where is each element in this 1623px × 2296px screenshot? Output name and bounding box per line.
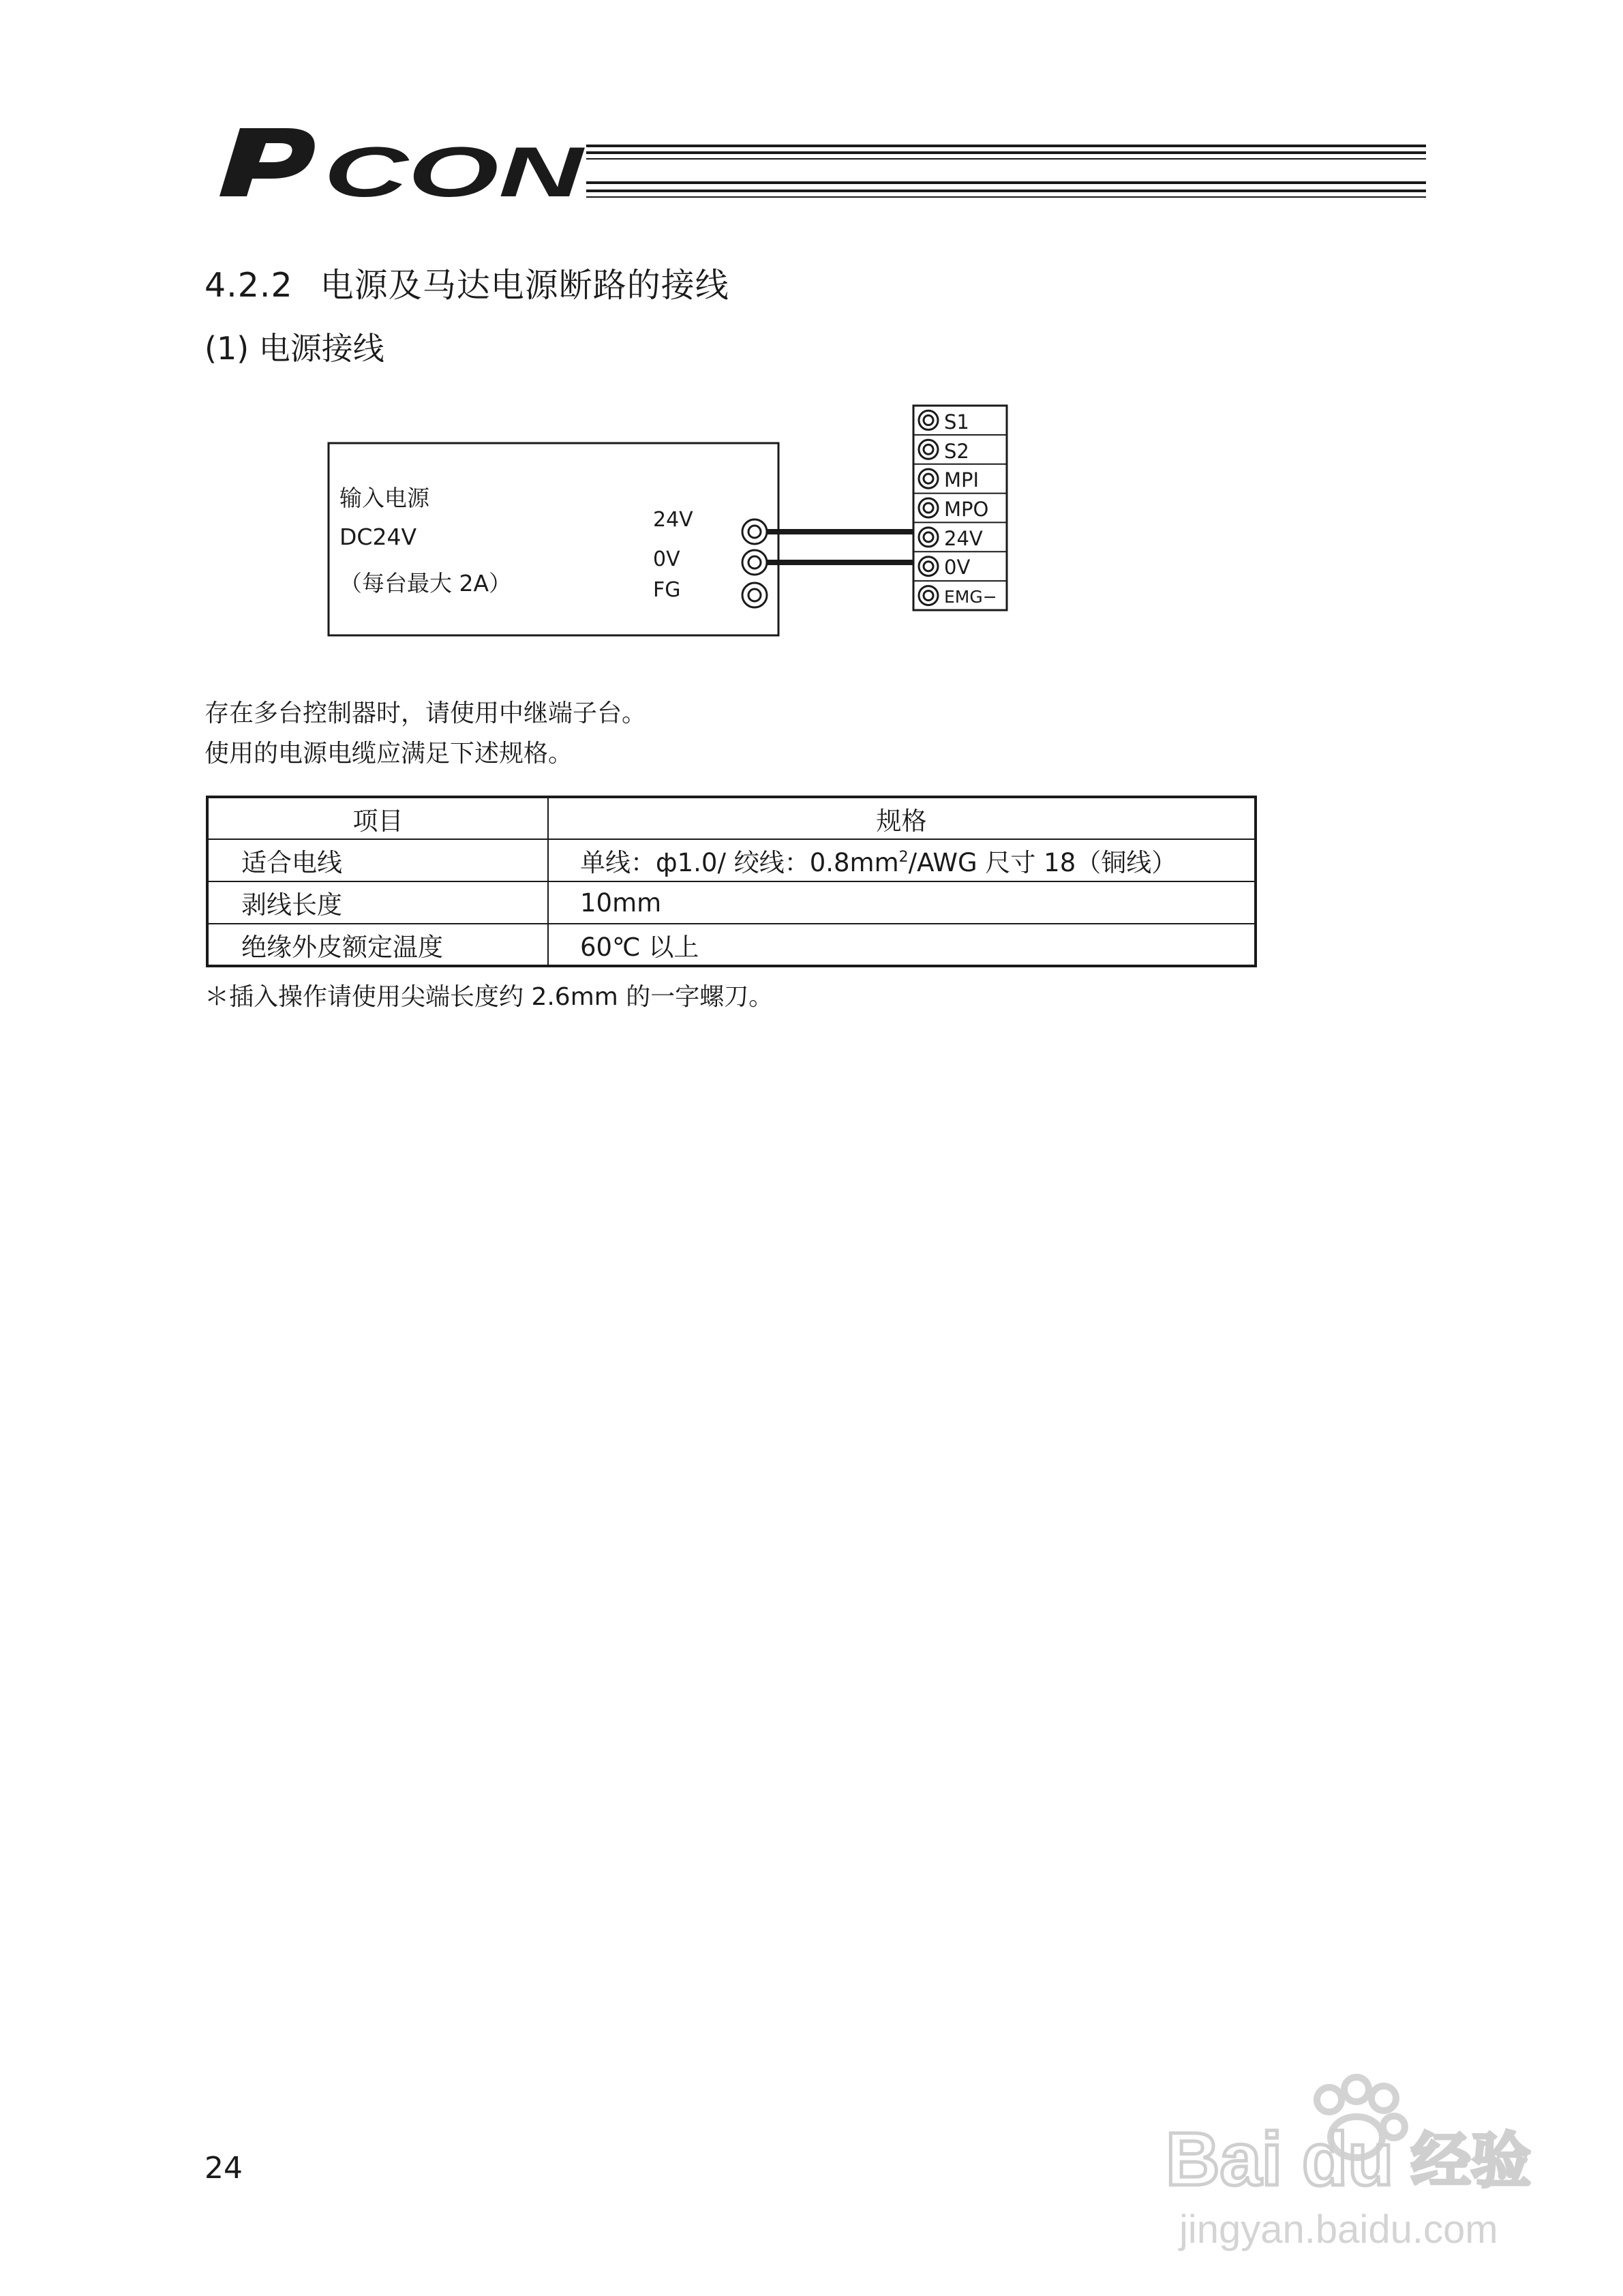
row-item: 剥线长度 [207, 881, 548, 924]
row-spec: 10mm [548, 881, 1256, 924]
table-row [207, 881, 1256, 924]
section-number: 4.2.2 [204, 266, 293, 305]
tb-label-0v: 0V [944, 556, 971, 579]
svg-text:Bai: Bai [1166, 2117, 1283, 2201]
ps-terminal-fg [742, 583, 767, 607]
svg-text:du: du [1302, 2117, 1394, 2201]
ps-label-current: （每台最大 2A） [339, 570, 512, 596]
tb-label-s2: S2 [944, 440, 969, 463]
ps-label-voltage: DC24V [339, 524, 417, 550]
terminal-screw [919, 440, 938, 459]
row-item: 适合电线 [207, 839, 548, 881]
tb-label-s1: S1 [944, 410, 969, 434]
page-number: 24 [204, 2151, 243, 2186]
section-title [204, 259, 729, 307]
cable-spec-table [206, 796, 1257, 967]
ps-terminal-label-fg: FG [653, 578, 681, 602]
row-spec-superscript: 2 [898, 849, 909, 866]
pcon-logo [204, 116, 586, 205]
table-row [207, 924, 1256, 966]
svg-text:经验: 经验 [1411, 2126, 1532, 2196]
terminal-screw [919, 498, 938, 517]
terminal-screw [919, 528, 938, 547]
ps-label-input: 输入电源 [339, 485, 429, 511]
ps-terminal-0v [742, 550, 767, 575]
power-wiring-diagram [320, 399, 1016, 644]
header-rule [586, 145, 1426, 200]
row-item: 绝缘外皮额定温度 [207, 924, 548, 966]
terminal-screw [919, 469, 938, 488]
ps-terminal-24v [742, 519, 767, 544]
watermark-url: jingyan.baidu.com [1179, 2207, 1498, 2252]
terminal-screw [919, 586, 938, 605]
tb-label-mpi: MPI [944, 468, 980, 492]
tb-label-mpo: MPO [944, 498, 989, 521]
terminal-screw [919, 410, 938, 429]
footnote: ＊插入操作请使用尖端长度约 2.6mm 的一字螺刀。 [204, 983, 774, 1011]
row-spec-main: 单线：ф1.0/ 绞线：0.8mm [580, 848, 899, 877]
header-spec: 规格 [548, 797, 1256, 839]
table-header-row [207, 797, 1256, 839]
row-spec: 60℃ 以上 [548, 924, 1256, 966]
baidu-jingyan-watermark [1159, 2059, 1568, 2263]
svg-text:CON: CON [324, 133, 586, 205]
header-item: 项目 [207, 797, 548, 839]
ps-terminal-label-24v: 24V [653, 508, 693, 532]
tb-label-emg: EMG− [944, 587, 997, 607]
note-line-2: 使用的电源电缆应满足下述规格。 [204, 740, 573, 768]
row-spec [548, 839, 1256, 881]
table-row [207, 839, 1256, 881]
section-title-text: 电源及马达电源断路的接线 [320, 266, 729, 305]
note-line-1: 存在多台控制器时，请使用中继端子台。 [204, 699, 647, 727]
terminal-screw [919, 557, 938, 576]
row-spec-rest: /AWG 尺寸 18（铜线） [908, 848, 1177, 877]
ps-terminal-label-0v: 0V [653, 547, 680, 571]
subsection-title: (1) 电源接线 [204, 330, 384, 367]
tb-label-24v: 24V [944, 527, 983, 550]
